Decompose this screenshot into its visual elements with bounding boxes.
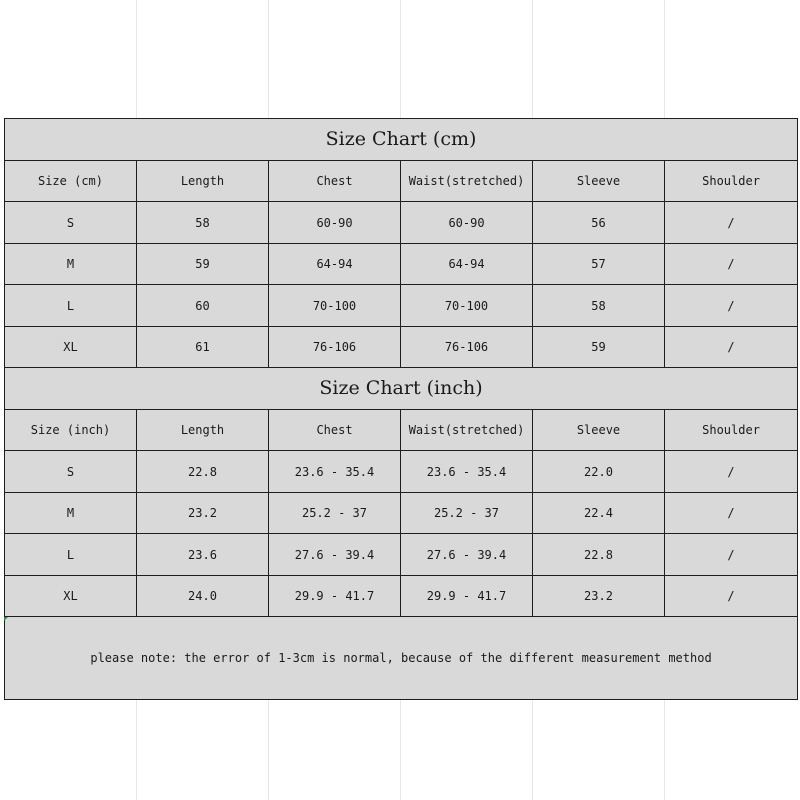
table-cell: 59: [137, 244, 269, 285]
table-cell: S: [5, 451, 137, 493]
column-header: Chest: [269, 161, 401, 202]
column-header: Chest: [269, 410, 401, 451]
table-cell: 70-100: [269, 285, 401, 327]
table-cell: 70-100: [401, 285, 533, 327]
table-cell: S: [5, 202, 137, 244]
cell-comment-marker: [4, 617, 8, 621]
sheet-gridline: [532, 700, 533, 800]
table-cell: 29.9 - 41.7: [269, 576, 401, 617]
table-row: [5, 493, 798, 534]
table-cell: 59: [533, 327, 665, 368]
sheet-gridline: [664, 700, 665, 800]
table-row: [5, 534, 798, 576]
column-header: Length: [137, 410, 269, 451]
inch-chart-title: Size Chart (inch): [5, 368, 798, 410]
sheet-gridline: [664, 0, 665, 118]
table-cell: 56: [533, 202, 665, 244]
table-cell: 57: [533, 244, 665, 285]
size-chart-table: [4, 118, 798, 700]
table-cell: 60: [137, 285, 269, 327]
column-header: Waist(stretched): [401, 161, 533, 202]
table-cell: 23.2: [533, 576, 665, 617]
table-cell: 27.6 - 39.4: [401, 534, 533, 576]
table-cell: 22.8: [533, 534, 665, 576]
table-cell: XL: [5, 327, 137, 368]
column-header: Size (inch): [5, 410, 137, 451]
table-cell: /: [665, 202, 798, 244]
table-cell: /: [665, 534, 798, 576]
sheet-gridline: [400, 700, 401, 800]
table-cell: 60-90: [401, 202, 533, 244]
table-cell: 64-94: [401, 244, 533, 285]
sheet-gridline: [136, 700, 137, 800]
table-cell: /: [665, 451, 798, 493]
table-cell: /: [665, 285, 798, 327]
sheet-gridline: [400, 0, 401, 118]
table-cell: 25.2 - 37: [401, 493, 533, 534]
table-cell: 27.6 - 39.4: [269, 534, 401, 576]
sheet-gridline: [268, 0, 269, 118]
table-cell: /: [665, 244, 798, 285]
column-header: Shoulder: [665, 161, 798, 202]
table-cell: 22.0: [533, 451, 665, 493]
note-row: [5, 617, 798, 700]
table-cell: 22.8: [137, 451, 269, 493]
table-row: [5, 576, 798, 617]
table-cell: 23.6: [137, 534, 269, 576]
cm-header-row: [5, 161, 798, 202]
column-header: Waist(stretched): [401, 410, 533, 451]
table-cell: 60-90: [269, 202, 401, 244]
table-cell: /: [665, 327, 798, 368]
table-cell: /: [665, 493, 798, 534]
table-cell: 24.0: [137, 576, 269, 617]
table-cell: 76-106: [269, 327, 401, 368]
table-cell: 58: [137, 202, 269, 244]
inch-title-row: [5, 368, 798, 410]
column-header: Shoulder: [665, 410, 798, 451]
column-header: Length: [137, 161, 269, 202]
sheet-gridline: [532, 0, 533, 118]
table-row: [5, 202, 798, 244]
table-cell: /: [665, 576, 798, 617]
sheet-gridline: [268, 700, 269, 800]
sheet-gridline: [136, 0, 137, 118]
measurement-note: please note: the error of 1-3cm is normal, because of the different measurement method: [5, 617, 798, 700]
table-cell: 23.6 - 35.4: [401, 451, 533, 493]
table-row: [5, 451, 798, 493]
cm-title-row: [5, 119, 798, 161]
table-row: [5, 244, 798, 285]
table-cell: 61: [137, 327, 269, 368]
table-row: [5, 327, 798, 368]
inch-header-row: [5, 410, 798, 451]
column-header: Sleeve: [533, 161, 665, 202]
table-cell: 58: [533, 285, 665, 327]
table-cell: 76-106: [401, 327, 533, 368]
table-cell: XL: [5, 576, 137, 617]
column-header: Sleeve: [533, 410, 665, 451]
table-cell: 23.2: [137, 493, 269, 534]
table-cell: 64-94: [269, 244, 401, 285]
table-cell: L: [5, 285, 137, 327]
cm-chart-title: Size Chart (cm): [5, 119, 798, 161]
table-row: [5, 285, 798, 327]
table-cell: 25.2 - 37: [269, 493, 401, 534]
column-header: Size (cm): [5, 161, 137, 202]
table-cell: M: [5, 244, 137, 285]
table-cell: L: [5, 534, 137, 576]
table-cell: 23.6 - 35.4: [269, 451, 401, 493]
table-cell: 22.4: [533, 493, 665, 534]
table-cell: 29.9 - 41.7: [401, 576, 533, 617]
table-cell: M: [5, 493, 137, 534]
